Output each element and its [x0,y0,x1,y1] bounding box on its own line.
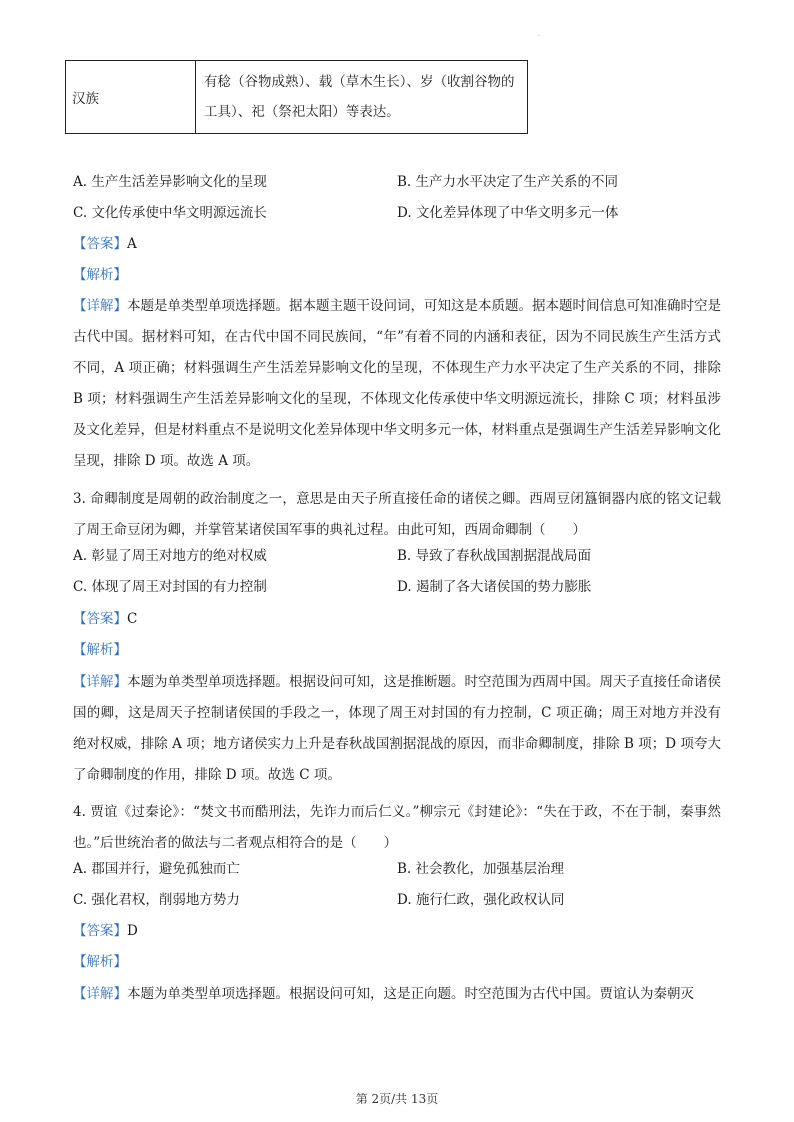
detail-text: 本题为单类型单项选择题。根据设问可知，这是正向题。时空范围为古代中国。贾谊认为秦朝灭 [127,986,694,1002]
answer-value: C [127,611,138,627]
detail-tag: 【详解】 [73,986,127,1002]
q4-option-b [397,859,564,879]
q4-stem: 4. 贾谊《过秦论》：“焚文书而酷刑法，先诈力而后仁义。”柳宗元《封建论》：“失在于政，不在于制，秦事然也。”后世统治者的做法与二者观点相符合的是（ ） [73,804,721,851]
q3-detail [73,667,721,791]
option-key: B. [397,548,412,564]
option-text: 导致了春秋战国割据混战局面 [415,548,592,564]
option-key: D. [397,892,412,908]
q2-option-d [397,203,618,223]
q2-analysis-tag: 【解析】 [73,267,127,283]
option-text: 生产生活差异影响文化的呈现 [91,174,267,190]
option-text: 生产力水平决定了生产关系的不同 [415,174,619,190]
option-text: 体现了周王对封国的有力控制 [91,579,267,595]
option-key: C. [73,579,88,595]
answer-value: A [127,236,137,252]
detail-tag: 【详解】 [73,298,127,314]
source-table [65,60,528,134]
q3-option-c [73,577,267,597]
q3-answer [73,609,137,629]
option-text: 文化差异体现了中华文明多元一体 [415,205,619,221]
q3-option-d [397,577,591,597]
answer-value: D [127,923,138,939]
q4-option-c [73,890,240,910]
table-cell-content: 有稔（谷物成熟）、载（草木生长）、岁（收割谷物的工具）、祀（祭祀太阳）等表达。 [196,61,528,134]
header-dot: . [538,31,540,38]
q3-option-b [397,546,591,566]
option-key: A. [73,548,88,564]
detail-text: 本题为单类型单项选择题。根据设问可知，这是推断题。时空范围为西周中国。周天子直接任命诸侯国的卿，这是周天子控制诸侯国的手段之一，体现了周王对封国的有力控制，C 项正确；周王对地方并没有绝对权威，排除 A 项；地方诸侯实力上升是春秋战国割据混战的原因，而非命卿制度，排除 B 项；D 项夸大了命卿制度的作用，排除 D 项。故选 C 项。 [73,674,721,783]
answer-tag: 【答案】 [73,611,127,627]
q4-answer [73,921,138,941]
q2-option-c [73,203,267,223]
q4-detail [73,979,721,1010]
q4-option-d [397,890,564,910]
option-text: 郡国并行，避免孤独而亡 [91,861,240,877]
detail-tag: 【详解】 [73,674,127,690]
table-row [66,61,528,134]
q3-stem: 3. 命卿制度是周朝的政治制度之一，意思是由天子所直接任命的诸侯之卿。西周豆闭簋铜器内底的铭文记载了周王命豆闭为卿，并掌管某诸侯国军事的典礼过程。由此可知，西周命卿制（ ） [73,491,721,538]
option-text: 施行仁政，强化政权认同 [415,892,565,908]
option-text: 强化君权，削弱地方势力 [91,892,240,908]
q2-answer [73,234,137,254]
option-text: 彰显了周王对地方的绝对权威 [91,548,267,564]
option-key: D. [397,579,412,595]
option-key: B. [397,174,412,190]
detail-text: 本题是单类型单项选择题。据本题主题干设问词，可知这是本质题。据本题时间信息可知准确时空是古代中国。据材料可知，在古代中国不同民族间，“年”有着不同的内涵和表征，因为不同民族生产生活方式不同，A 项正确；材料强调生产生活差异影响文化的呈现，不体现生产力水平决定了生产关系的不同，排除 B 项；材料强调生产生活差异影响文化的呈现，不体现文化传承使中华文明源远流长，排除 C 项；材料虽涉及文化差异，但是材料重点不是说明文化差异体现中华文明多元一体，材料重点是强调生产生活差异影响文化呈现，排除 D 项。故选 A 项。 [73,298,721,469]
q3-option-a [73,546,267,566]
option-key: A. [73,174,88,190]
q2-option-a [73,172,267,192]
option-key: B. [397,861,412,877]
option-key: D. [397,205,412,221]
q4-analysis-tag: 【解析】 [73,954,127,970]
option-text: 文化传承使中华文明源远流长 [91,205,267,221]
option-text: 社会教化，加强基层治理 [415,861,565,877]
q2-option-b [397,172,618,192]
page-footer: 第 2页/共 13页 [355,1092,439,1106]
option-key: A. [73,861,88,877]
option-key: C. [73,892,88,908]
q4-option-a [73,859,240,879]
answer-tag: 【答案】 [73,236,127,252]
answer-tag: 【答案】 [73,923,127,939]
option-text: 遏制了各大诸侯国的势力膨胀 [415,579,592,595]
q3-analysis-tag: 【解析】 [73,642,127,658]
option-key: C. [73,205,88,221]
table-cell-label: 汉族 [66,61,196,134]
q2-detail [73,291,721,477]
